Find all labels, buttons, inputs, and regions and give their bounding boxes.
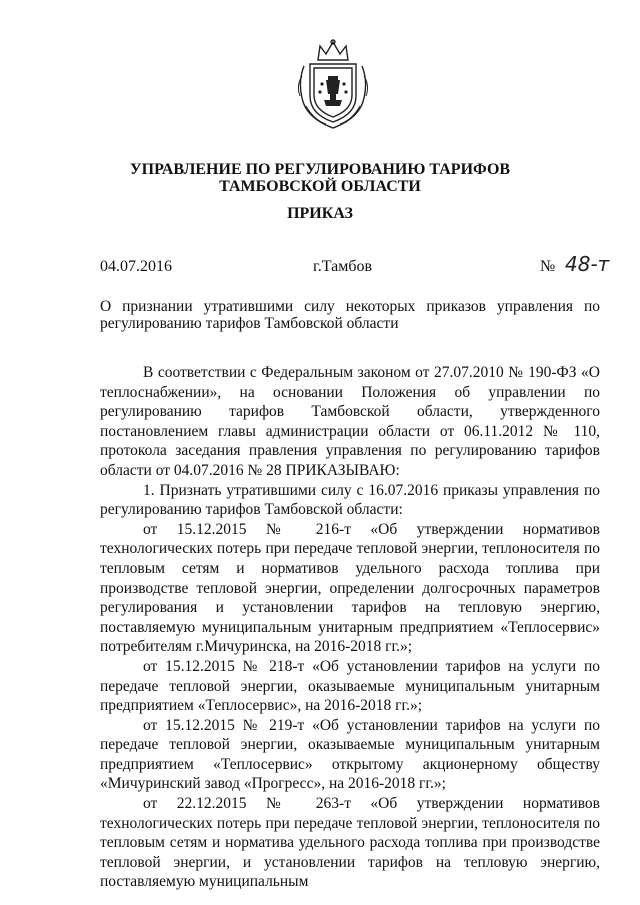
tambov-coat-of-arms-icon bbox=[296, 36, 370, 132]
org-name-line1: УПРАВЛЕНИЕ ПО РЕГУЛИРОВАНИЮ ТАРИФОВ bbox=[129, 161, 511, 178]
list-item: от 22.12.2015 № 263-т «Об утверждении нормативов технологических потерь при передаче тепловой энергии, теплоносителя по тепловым сетям и норматива удельного расхода топлива при производстве тепловой энергии, и установлении тарифов на тепловую энергию, поставляемую муниципальным bbox=[100, 795, 600, 891]
list-item: от 15.12.2015 № 219-т «Об установлении тарифов на услуги по передаче тепловой энергии, оказываемые муниципальным унитарным предприятием «Теплосервис» открытому акционерному обществу «Мичуринский завод «Прогресс», на 2016-2018 гг.»; bbox=[100, 716, 600, 793]
org-name-line2: ТАМБОВСКОЙ ОБЛАСТИ bbox=[219, 178, 421, 195]
clause-1-paragraph: 1. Признать утратившими силу с 16.07.2016 приказы управления по регулированию тарифов Тамбовской области: bbox=[100, 481, 600, 519]
list-item: от 15.12.2015 № 216-т «Об утверждении нормативов технологических потерь при передаче тепловой энергии, теплоносителя по тепловым сетям и нормативов удельного расхода топлива при производстве тепловой энергии, определении долгосрочных параметров регулирования и установлении тарифов на тепловую энергию, поставляемую муниципальным унитарным предприятием «Теплосервис» потребителям г.Мичуринска, на 2016-2018 гг.»; bbox=[100, 520, 600, 656]
order-date: 04.07.2016 bbox=[100, 258, 172, 275]
order-city: г.Тамбов bbox=[313, 258, 373, 275]
list-item: от 15.12.2015 № 218-т «Об установлении тарифов на услуги по передаче тепловой энергии, оказываемые муниципальным унитарным предприятием «Теплосервис», на 2016-2018 гг.»; bbox=[100, 657, 600, 715]
order-body bbox=[100, 363, 600, 892]
preamble-paragraph: В соответствии с Федеральным законом от 27.07.2010 № 190-ФЗ «О теплоснабжении», на основании Положения об управлении по регулированию тарифов Тамбовской области, утвержденного постановлением главы администрации области от 06.11.2012 № 110, протокола заседания правления управления по регулированию тарифов области от 04.07.2016 № 28 ПРИКАЗЫВАЮ: bbox=[100, 364, 600, 479]
order-number-label: № bbox=[540, 258, 556, 275]
order-number-handwritten: 48-т bbox=[565, 252, 610, 276]
document-type-title: ПРИКАЗ bbox=[287, 205, 353, 222]
order-subject: О признании утратившими силу некоторых приказов управления по регулированию тарифов Тамбовской области bbox=[100, 298, 600, 332]
